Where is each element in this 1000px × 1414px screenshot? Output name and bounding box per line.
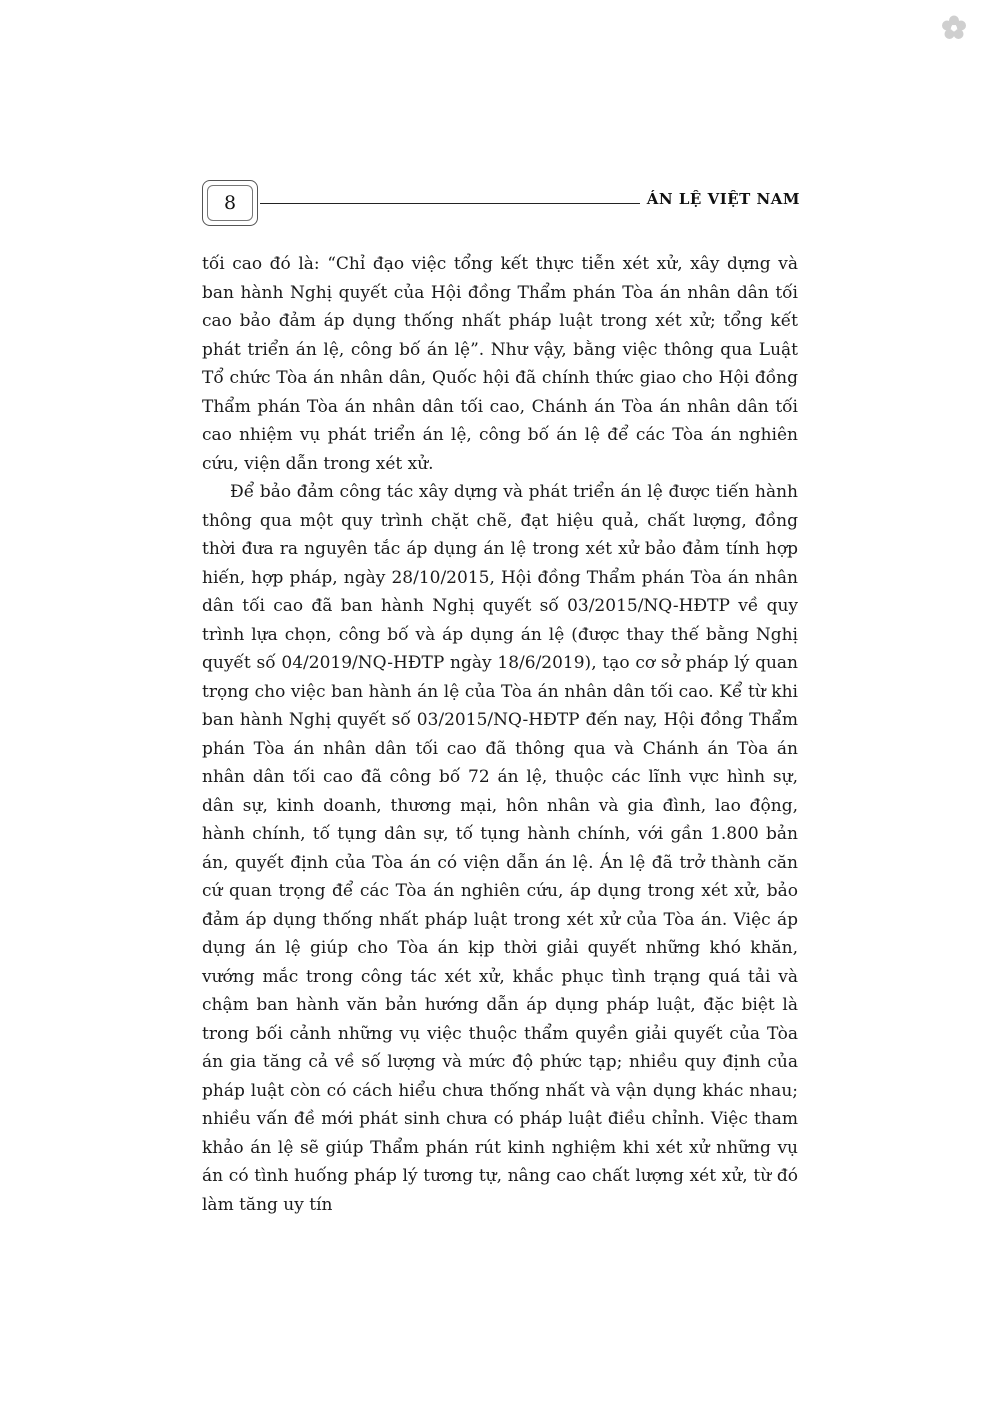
page-number-box [202, 180, 258, 226]
header-rule [260, 203, 640, 204]
page-header [202, 180, 800, 228]
body-text [202, 250, 798, 1219]
page-number: 8 [207, 185, 253, 221]
flower-icon [940, 14, 968, 42]
paragraph-2: Để bảo đảm công tác xây dựng và phát triển án lệ được tiến hành thông qua một quy trình chặt chẽ, đạt hiệu quả, chất lượng, đồng thời đưa ra nguyên tắc áp dụng án lệ trong xét xử bảo đảm tính hợp hiến, hợp pháp, ngày 28/10/2015, Hội đồng Thẩm phán Tòa án nhân dân tối cao đã ban hành Nghị quyết số 03/2015/NQ-HĐTP về quy trình lựa chọn, công bố và áp dụng án lệ (được thay thế bằng Nghị quyết số 04/2019/NQ-HĐTP ngày 18/6/2019), tạo cơ sở pháp lý quan trọng cho việc ban hành án lệ của Tòa án nhân dân tối cao. Kể từ khi ban hành Nghị quyết số 03/2015/NQ-HĐTP đến nay, Hội đồng Thẩm phán Tòa án nhân dân tối cao đã thông qua và Chánh án Tòa án nhân dân tối cao đã công bố 72 án lệ, thuộc các lĩnh vực hình sự, dân sự, kinh doanh, thương mại, hôn nhân và gia đình, lao động, hành chính, tố tụng dân sự, tố tụng hành chính, với gần 1.800 bản án, quyết định của Tòa án có viện dẫn án lệ. Án lệ đã trở thành căn cứ quan trọng để các Tòa án nghiên cứu, áp dụng trong xét xử, bảo đảm áp dụng thống nhất pháp luật trong xét xử của Tòa án. Việc áp dụng án lệ giúp cho Tòa án kịp thời giải quyết những khó khăn, vướng mắc trong công tác xét xử, khắc phục tình trạng quá tải và chậm ban hành văn bản hướng dẫn áp dụng pháp luật, đặc biệt là trong bối cảnh những vụ việc thuộc thẩm quyền giải quyết của Tòa án gia tăng cả về số lượng và mức độ phức tạp; nhiều quy định của pháp luật còn có cách hiểu chưa thống nhất và vận dụng khác nhau; nhiều vấn đề mới phát sinh chưa có pháp luật điều chỉnh. Việc tham khảo án lệ sẽ giúp Thẩm phán rút kinh nghiệm khi xét xử những vụ án có tình huống pháp lý tương tự, nâng cao chất lượng xét xử, từ đó làm tăng uy tín [202, 482, 798, 1215]
running-title: ÁN LỆ VIỆT NAM [646, 190, 800, 208]
paragraph-1: tối cao đó là: “Chỉ đạo việc tổng kết thực tiễn xét xử, xây dựng và ban hành Nghị quyết của Hội đồng Thẩm phán Tòa án nhân dân tối cao bảo đảm áp dụng thống nhất pháp luật trong xét xử; tổng kết phát triển án lệ, công bố án lệ”. Như vậy, bằng việc thông qua Luật Tổ chức Tòa án nhân dân, Quốc hội đã chính thức giao cho Hội đồng Thẩm phán Tòa án nhân dân tối cao, Chánh án Tòa án nhân dân tối cao nhiệm vụ phát triển án lệ, công bố án lệ để các Tòa án nghiên cứu, viện dẫn trong xét xử. [202, 254, 798, 474]
